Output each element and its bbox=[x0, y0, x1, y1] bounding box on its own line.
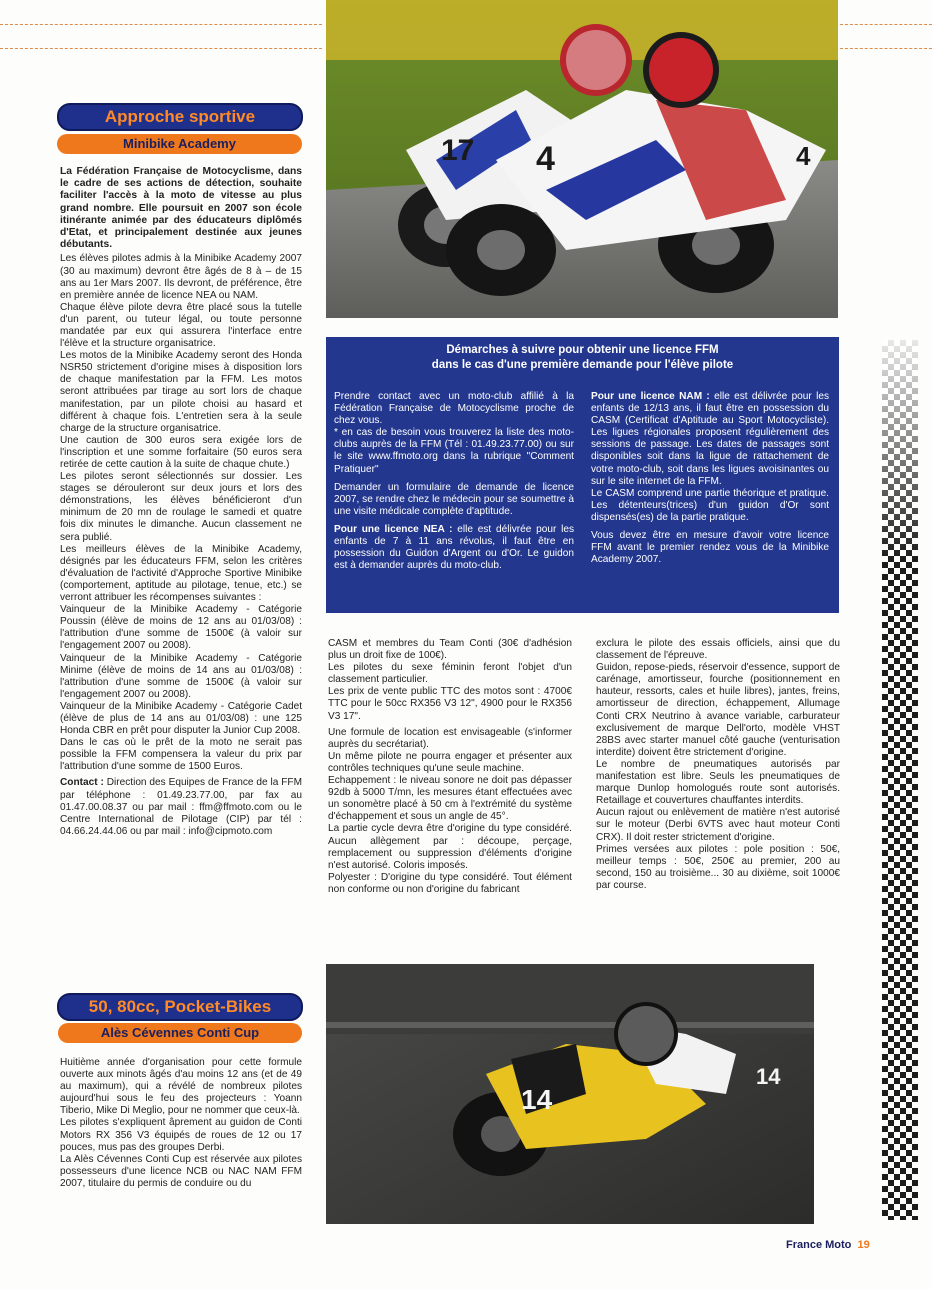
box-title bbox=[326, 343, 839, 373]
divider bbox=[0, 24, 322, 25]
intro-paragraph: La Fédération Française de Motocyclisme, dans le cadre de ses actions de détection, souhaite faciliter l'accès à la moto de vitesse au plus grand nombre. Elle poursuit en 2007 son école itinérante animée par des éducateurs diplômés d'Etat, et principalement destinée aux jeunes débutants. bbox=[60, 166, 302, 251]
contact-label: Contact : bbox=[60, 777, 104, 789]
paragraph: Aucun rajout ou enlèvement de matière n'est autorisé sur le moteur (Derbi 6VTS avec haut moteur Conti CRX). Il doit rester strictement d'origine. bbox=[596, 807, 840, 843]
section-title: 50, 80cc, Pocket-Bikes bbox=[57, 993, 303, 1021]
nam-text: elle est délivrée pour les enfants de 12/13 ans, il faut être en possession du CASM (Certificat d'Aptitude au Sport Motocycliste). Les ligues régionales proposent régulièrement des sessions de passage. Les dates de passages sont disponibles soit dans la ligue de rattachement de votre moto-club, soit dans les ligues avoisinantes ou sur le site internet de la FFM. bbox=[591, 391, 829, 487]
paragraph: Les pilotes du sexe féminin feront l'objet d'un classement particulier. bbox=[328, 662, 572, 686]
paragraph: Polyester : D'origine du type considéré. Tout élément non conforme ou non d'origine du fabricant bbox=[328, 871, 572, 895]
paragraph: Un même pilote ne pourra engager et présenter aux contrôles techniques qu'une seule machine. bbox=[328, 750, 572, 774]
paragraph: Vainqueur de la Minibike Academy - Catégorie Poussin (élève de moins de 12 ans au 01/03/08) : l'attribution d'une somme de 1500€ (à valoir sur l'engagement 2007 ou 2008). bbox=[60, 604, 302, 652]
section-subtitle: Minibike Academy bbox=[57, 134, 302, 154]
article-column-right bbox=[596, 638, 840, 892]
paragraph: La Alès Cévennes Conti Cup est réservée aux pilotes possesseurs d'une licence NCB ou NAC NAM FFM 2007, titulaire du permis de conduire ou du bbox=[60, 1153, 302, 1189]
box-column-right bbox=[591, 391, 829, 566]
paragraph: exclura le pilote des essais officiels, ainsi que du classement de l'épreuve. bbox=[596, 638, 840, 662]
page-number: 19 bbox=[857, 1239, 870, 1251]
page-footer bbox=[786, 1239, 870, 1251]
contact-paragraph bbox=[60, 777, 302, 837]
box-paragraph: Le CASM comprend une partie théorique et pratique. Les détenteurs(trices) d'un guidon d'Or sont dispensés(es) de la partie pratique. bbox=[591, 487, 829, 523]
paragraph: Chaque élève pilote devra être placé sous la tutelle d'un parent, ou tuteur légal, ou toute personne mandatée par eux qui assurera l'interface entre l'élève et la structure organisatrice. bbox=[60, 301, 302, 350]
paragraph: Une caution de 300 euros sera exigée lors de l'inscription et une somme forfaitaire (50 euros sera retirée de cette caution à la suite de chaque chute.) bbox=[60, 434, 302, 471]
paragraph: La partie cycle devra être d'origine du type considéré. Aucun allègement par : découpe, perçage, remplacement ou suppression d'éléments d'origine n'est autorisé. Coloris imposés. bbox=[328, 823, 572, 871]
paragraph: Les pilotes s'expliquent âprement au guidon de Conti Motors RX 356 V3 équipés de roues de 12 ou 17 pouces, mus pas des groupes Derbi. bbox=[60, 1117, 302, 1153]
bike-number: 14 bbox=[521, 1084, 553, 1115]
paragraph: Huitième année d'organisation pour cette formule ouverte aux minots âgés d'au moins 12 ans (et de 49 au maximum), qui a révélé de nombreux pilotes aujourd'hui sous le feu des projecteurs : Yoann Tiberio, Mike Di Meglio, pour ne nommer que ceux-là. bbox=[60, 1057, 302, 1117]
nam-label: Pour une licence NAM : bbox=[591, 391, 710, 402]
bike-number: 4 bbox=[796, 141, 811, 171]
race-photo-top bbox=[326, 0, 838, 318]
paragraph: Les prix de vente public TTC des motos sont : 4700€ TTC pour le 50cc RX356 V3 12", 4900 pour le RX356 V3 17". bbox=[328, 686, 572, 722]
race-photo-bottom bbox=[326, 964, 814, 1224]
box-paragraph: Vous devez être en mesure d'avoir votre licence FFM avant le premier rendez vous de la Minibike Academy 2007. bbox=[591, 530, 829, 566]
paragraph: Guidon, repose-pieds, réservoir d'essence, support de carénage, amortisseur, fourche (positionnement en hauteur, ressorts, cales et huile libres), jantes, freins, amortisseur de direction, échappement, Allumage Conti CRX Neutrino à avance variable, carburateur exclusivement de marque Dell'orto, modèle VHST 28BS avec starter manuel côté gauche (venturisation interdite) doivent être strictement d'origine. bbox=[596, 662, 840, 758]
box-title-line: dans le cas d'une première demande pour l'élève pilote bbox=[431, 359, 734, 371]
paragraph: Echappement : le niveau sonore ne doit pas dépasser 92db à 5000 T/mn, les mesures étant effectuées avec un sonomètre placé à 50 cm à l'extrémité du système d'échappement et sous un angle de 45°. bbox=[328, 775, 572, 823]
paragraph: Les pilotes seront sélectionnés sur dossier. Les stages se dérouleront sur deux jours et lors des démonstrations, les élèves bénéficieront d'un minimum de 20 mn de roulage le samedi et quatre fois dix minutes le dimanche. Aucun classement ne sera publié. bbox=[60, 471, 302, 543]
paragraph: Les motos de la Minibike Academy seront des Honda NSR50 strictement d'origine mises à disposition lors de chaque manifestation par la FFM. Les motos seront attribuées par tirage au sort lors de chaque manifestation, par un pilote choisi au hasard et différent à chaque fois. L'entretien sera à la seule charge de la structure organisatrice. bbox=[60, 350, 302, 434]
magazine-name: France Moto bbox=[786, 1239, 852, 1251]
box-column-left bbox=[334, 391, 574, 572]
box-paragraph: * en cas de besoin vous trouverez la liste des moto-clubs auprès de la FFM (Tél : 01.49.23.77.00) ou sur le site www.ffmoto.org dans la rubrique "Comment Pratiquer" bbox=[334, 427, 574, 475]
article-column-left-2 bbox=[60, 1057, 302, 1190]
article-column-left bbox=[60, 166, 302, 838]
paragraph: Le nombre de pneumatiques autorisés par manifestation est libre. Seuls les pneumatiques de marque Dunlop homologués route sont autorisés. Retaillage et couvertures chauffantes interdits. bbox=[596, 758, 840, 807]
paragraph: Une formule de location est envisageable (s'informer auprès du secrétariat). bbox=[328, 726, 572, 750]
paragraph: Les meilleurs élèves de la Minibike Academy, désignés par les éducateurs FFM, selon les critères d'évaluation de l'activité d'Approche Sportive Minibike (comportement, aptitude au pilotage, tenue, etc.) se verront attribuer les récompenses suivantes : bbox=[60, 543, 302, 604]
article-column-middle bbox=[328, 638, 572, 896]
divider bbox=[0, 48, 322, 49]
checkered-flag-icon bbox=[876, 340, 920, 1220]
section-title: Approche sportive bbox=[57, 103, 303, 131]
box-paragraph bbox=[334, 524, 574, 572]
bike-number: 4 bbox=[536, 140, 555, 178]
box-title-line: Démarches à suivre pour obtenir une licence FFM bbox=[446, 344, 719, 356]
box-paragraph bbox=[591, 391, 829, 488]
bike-number: 17 bbox=[441, 134, 475, 167]
divider bbox=[840, 48, 932, 49]
nea-label: Pour une licence NEA : bbox=[334, 523, 453, 535]
box-paragraph: Prendre contact avec un moto-club affilié à la Fédération Française de Motocyclisme proche de chez vous. bbox=[334, 391, 574, 427]
divider bbox=[840, 24, 932, 25]
paragraph: CASM et membres du Team Conti (30€ d'adhésion plus un droit fixe de 100€). bbox=[328, 638, 572, 662]
paragraph: Vainqueur de la Minibike Academy - Catégorie Cadet (élève de plus de 14 ans au 01/03/08) : une 125 Honda CBR en prêt pour disputer la Junior Cup 2008. bbox=[60, 700, 302, 737]
paragraph: Vainqueur de la Minibike Academy - Catégorie Minime (élève de moins de 14 ans au 01/03/08) : l'attribution d'une somme de 1500€ (à valoir sur l'engagement 2007 ou 2008). bbox=[60, 652, 302, 700]
licence-info-box bbox=[326, 337, 839, 613]
paragraph: Primes versées aux pilotes : pole position : 50€, meilleur temps : 50€, 250€ au premier, 200 au second, 150 au troisième... 30 au dixième, soit 1000€ par course. bbox=[596, 843, 840, 891]
paragraph: Dans le cas où le prêt de la moto ne serait pas possible la FFM compensera la valeur du prix par l'attribution d'une somme de 1500 Euros. bbox=[60, 737, 302, 773]
paragraph: Les élèves pilotes admis à la Minibike Academy 2007 (30 au maximum) devront être âgés de 8 à – de 15 ans au 1er Mars 2007. Ils devront, de préférence, être en première année de licence NEA ou NAM. bbox=[60, 253, 302, 301]
nea-text: elle est délivrée pour les enfants de 7 à 11 ans révolus, il faut être en possession du Guidon d'Argent ou d'Or. Le guidon est à demander auprès du moto-club. bbox=[334, 523, 574, 572]
bike-number: 14 bbox=[756, 1064, 781, 1089]
box-paragraph: Demander un formulaire de demande de licence 2007, se rendre chez le médecin pour se soumettre à une visite médicale complète d'aptitude. bbox=[334, 481, 574, 517]
contact-text: Direction des Equipes de France de la FFM par téléphone : 01.49.23.77.00, par fax au 01.47.00.08.37 ou par mail : ffm@ffmoto.com ou le Centre International de Pilotage (CIP) par tél : 04.66.24.44.06 ou par mail : info@cipmoto.com bbox=[60, 777, 302, 837]
section-subtitle: Alès Cévennes Conti Cup bbox=[58, 1023, 302, 1043]
